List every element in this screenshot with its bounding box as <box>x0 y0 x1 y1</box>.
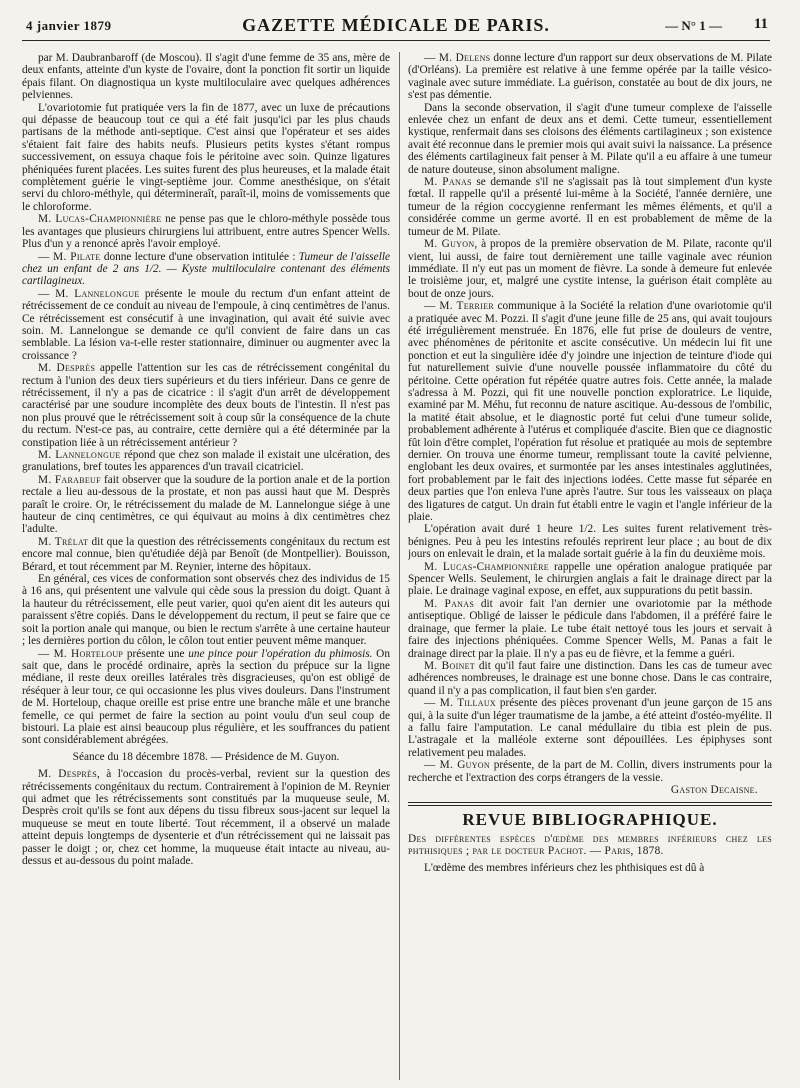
paragraph-text: donne lecture d'une observation intitulée : <box>100 250 299 263</box>
speaker-name: M. Lucas-Championnière <box>424 560 549 573</box>
header-issue: — N° 1 — <box>665 18 722 33</box>
article-paragraph <box>22 251 390 288</box>
left-column <box>22 52 390 1082</box>
article-paragraph <box>408 300 772 523</box>
paragraph-text: L'opération avait duré 1 heure 1/2. Les suites furent relativement très-bénignes. Peu à peu les intestins refoulés reprirent leur place ; au bout de dix jours on enlevait le drain, et la malade sortait guérie à la fin du deuxième mois. <box>408 523 772 561</box>
paragraph-text: présente une <box>123 647 189 660</box>
session-heading: Séance du 18 décembre 1878. — Présidence de M. Guyon. <box>72 750 340 763</box>
article-paragraph <box>22 449 390 474</box>
paragraph-text: ne pense pas que le chloro-méthyle possède tous les avantages que plusieurs chirurgiens lui attribuent, entre autres Spencer Wells. Plus d'un y a renoncé après l'avoir employé. <box>22 213 390 251</box>
paragraph-text: dit avoir fait l'an dernier une ovariotomie par la méthode antiseptique. Obligé de laisser le pédicule dans l'abdomen, il a préféré faire le drainage, que fermer la plaie. Le tube était nettoyé tous les jours et servait à faire des injections phéniquées. Comme Spencer Wells, M. Panas a fait le drainage direct par la plaie. Il n'y a pas eu de fièvre, et la femme a guéri. <box>408 597 772 660</box>
article-paragraph <box>22 102 390 214</box>
article-paragraph <box>408 697 772 759</box>
speaker-name: M. Desprès <box>38 362 96 375</box>
section-rule <box>408 802 772 803</box>
paragraph-text: présente le moule du rectum d'un enfant atteint de rétrécissement de ce conduit au niveau de l'empoule, à cinq centimètres de l'anus. Ce rétrécissement est consécutif à une invagination, qui avait été suivie avec soin. M. Lannelongue se demande ce qu'il convient de faire dans un cas semblable. La lésion va-t-elle rester stationnaire, diminuer ou augmenter avec la croissance ? <box>22 287 390 362</box>
paragraph-text: dit que la question des rétrécissements congénitaux du rectum est encore mal connue, bien qu'étudiée déjà par Benoît (de Montpellier). Bouisson, Bérard, et tout récemment par M. Reynier, interne des hôpitaux. <box>22 535 390 573</box>
paragraph-text: , à l'occasion du procès-verbal, revient sur la question des rétrécissements congénitaux du rectum. Contrairement à l'opinion de M. Reynier qui admet que les rétrécissements sont constitués par la muqueuse seule, M. Desprès croit qu'ils se font aux dépens du tissu fibreux sous-jacent sur lequel la muqueuse se meut en toute liberté. Tout récemment, il a observé un malade atteint depuis longtemps de dysenterie et d'un rétrécissement qui ne laissait pas passer le doigt ; or, chez cet homme, la muqueuse était intacte au niveau, au-dessus et au-dessous du point malade. <box>22 768 390 867</box>
author-signature: Gaston Decaisne. <box>670 783 758 796</box>
speaker-name: — M. Guyon <box>424 759 490 772</box>
paragraph-text: , à propos de la première observation de M. Pilate, raconte qu'il vient, lui aussi, de faire tout dernièrement une taille vaginale avec réunion immédiate. Il n'y eut pas un moment de fièvre. La sonde à demeure fut enlevée le troisième jour, et, malgré une cystite intense, la guérison était complète au bout de onze jours. <box>408 238 772 300</box>
paragraph-text: répond que chez son malade il existait une ulcération, des granulations, bref toutes les apparences d'un travail cicatriciel. <box>22 449 390 474</box>
article-paragraph <box>408 52 772 102</box>
paragraph-text: se demande s'il ne s'agissait pas là tout simplement d'un kyste fœtal. Il rappelle qu'il a présenté lui-même à la Société, l'année dernière, une tumeur de la région coccygienne renfermant les mêmes éléments, et qu'il a considérée comme un germe avorté. Il en est probablement de même de la tumeur de M. Pilate. <box>408 176 772 238</box>
speaker-name: — M. Horteloup <box>38 647 124 660</box>
speaker-name: M. Farabeuf <box>38 473 101 486</box>
column-divider <box>399 52 400 1080</box>
speaker-name: — M. Terrier <box>424 300 494 313</box>
page-header <box>22 10 770 41</box>
article-paragraph <box>408 561 772 598</box>
header-title: GAZETTE MÉDICALE DE PARIS. <box>242 15 550 35</box>
article-paragraph <box>408 598 772 660</box>
header-date: 4 janvier 1879 <box>26 18 112 33</box>
speaker-name: M. Panas <box>424 176 472 189</box>
review-subtitle: Des différentes espèces d'œdème des membres inférieurs chez les phthisiques ; par le docteur Pachot. — Paris, 1878. <box>408 832 772 858</box>
article-paragraph <box>22 52 390 102</box>
review-title: REVUE BIBLIOGRAPHIQUE. <box>462 810 718 830</box>
article-paragraph <box>408 523 772 560</box>
article-paragraph <box>22 768 390 867</box>
paragraph-text: En général, ces vices de conformation sont observés chez des individus de 15 à 16 ans, qui présentent une valvule qui cède sous la pression du doigt. Quant à la hauteur du rétrécissement, elle peut varier, quoi qu'en aient dit les auteurs qui paraissent s'être copiés. Dans le développement du rectum, il peut se faire que ce soit la portion anale qui manque, ou bien le rectum s'arrête à une certaine hauteur ; les dernières portion du côlon, le côlon tout entier peuvent même manquer. <box>22 573 390 648</box>
paragraph-text: communique à la Société la relation d'une ovariotomie qu'il a pratiquée avec M. Pozzi. Il s'agit d'une jeune fille de 25 ans, qui avait toujours été irrégulièrement menstruée. En 1876, elle fut prise de douleurs de ventre, avec phénomènes de péritonite et ascite consécutive. Un médecin lui fit une ponction et eut la singulière idée d'y joindre une injection de teinture d'iode qui fut naturellement suivie d'une nouvelle poussée inflammatoire du côté du péritoine. Cette opération fut répétée quatre autres fois. Cette année, la malade s'adressa à M. Pozzi, qui fit une nouvelle ponction exploratrice. Le liquide, examiné par M. Méhu, fut reconnu de nature ascitique. Au-dessous de l'ombilic, la matité était absolue, et le diagnostic porté fut celui d'une tumeur solide, probablement adhérente à l'utérus et compliquée d'ascite. Bien que ce diagnostic fût loin d'être complet, l'opération fut résolue et pratiquée au mois de septembre dernier. On trouva une énorme tumeur, remplissant toute la cavité pelvienne, englobant les deux ovaires, et surmontée par les anses intestinales agglutinées, fort probablement par le fait des injections iodées. Cette masse fut séparée en deux parties que l'on enleva l'une après l'autre. Sur tous les vaisseaux on plaça des ligatures de catgut. Un drain fut établi entre le vagin et l'angle inférieur de la plaie. <box>408 300 772 524</box>
speaker-name: M. Lucas-Championnière <box>38 213 162 226</box>
italic-title: Tumeur de l'aisselle chez un enfant de 2 ans 1/2. — Kyste multiloculaire contenant des éléments cartilagineux. <box>22 250 390 288</box>
article-paragraph <box>22 288 390 362</box>
speaker-name: M. Lannelongue <box>38 449 121 461</box>
speaker-name: M. Desprès <box>38 768 97 781</box>
paragraph-text: On sait que, dans le procédé ordinaire, après la section du prépuce sur la ligne médiane, il reste deux oreilles latérales très disgracieuses, qu'on est obligé de réséquer à leur tour, ce qui occasionne les plus vives douleurs. Dans l'instrument de M. Horteloup, chaque oreille est prise entre une branche mâle et une branche femelle, ce qui permet de faire la section au point voulu d'un seul coup de bistouri. La plaie est ainsi beaucoup plus régulière, et les souffrances du patient sont considérablement abrégées. <box>22 647 390 747</box>
article-paragraph <box>408 176 772 238</box>
article-paragraph <box>22 536 390 573</box>
speaker-name: — M. Pilate <box>38 250 101 263</box>
header-page-number: 11 <box>753 16 768 32</box>
paragraph-text: Dans la seconde observation, il s'agit d'une tumeur complexe de l'aisselle enlevée chez un enfant de deux ans et demi. Cette tumeur, essentiellement kystique, renfermait dans ses cloisons des éléments cartilagineux ; son existence avait été reconnue dans le premier mois qui avait suivi la naissance. La présence des éléments cartilagineux fait penser à M. Pilate qu'il a eu affaire à une tumeur de nature douteuse, sinon absolument maligne. <box>408 101 772 176</box>
section-rule <box>408 805 772 806</box>
paragraph-text: par M. Daubranbaroff (de Moscou). Il s'agit d'une femme de 35 ans, mère de deux enfants, atteinte d'un kyste de l'ovaire, dont la ponction fit sortir un liquide épais filant. On diagnostiqua un kyste multiloculaire avec quelques adhérences pelviennes. <box>22 52 390 102</box>
speaker-name: M. Panas <box>424 597 475 610</box>
paragraph-text: présente des pièces provenant d'un jeune garçon de 15 ans qui, à la suite d'un léger traumatisme de la jambe, a été atteint d'ostéo-myélite. Il a fallu faire l'amputation. Le canal médullaire du tibia est plein de pus. L'astragale et la malléole externe sont dépouillées. Les épiphyses sont relativement peu malades. <box>408 697 772 759</box>
speaker-name: — M. Delens <box>424 52 491 64</box>
article-paragraph <box>408 759 772 784</box>
paragraph-text: L'ovariotomie fut pratiquée vers la fin de 1877, avec un luxe de précautions qui dépasse de beaucoup tout ce qui a été fait jusqu'ici par les plus chauds partisans de la méthode anti-septique. C'est ainsi que l'opérateur et ses aides s'étaient fait faire des habits neufs. Plusieurs petits kystes s'étant rompus successivement, on essuya chaque fois le péritoine avec soin. Quinze ligatures phéniquées furent placées. Les suites furent des plus heureuses, et la malade était complètement guérie le vingt-septième jour. Comme anesthésique, on s'était servi du chloro-méthyle, qui détermineraît, paraît-il, moins de vomissements que le chloroforme. <box>22 101 390 213</box>
article-paragraph <box>22 474 390 536</box>
speaker-name: — M. Tillaux <box>424 697 496 710</box>
paragraph-text: présente, de la part de M. Collin, divers instruments pour la recherche et l'extraction des corps étrangers de la vessie. <box>408 759 772 784</box>
article-paragraph <box>22 573 390 647</box>
italic-title: une pince pour l'opération du phimosis. <box>188 647 373 660</box>
article-paragraph <box>22 213 390 250</box>
paragraph-text: fait observer que la soudure de la portion anale et de la portion rectale a lieu au-dessous de la prostate, et non pas aussi haut que M. Desprès paraît le croire. Or, le rétrécissement du malade de M. Lannelongue siége à une hauteur de cinq centimètres, ce qui équivaut au moins à dix centimètres chez l'adulte. <box>22 473 390 536</box>
paragraph-text: appelle l'attention sur les cas de rétrécissement congénital du rectum à l'union des deux tiers supérieurs et du tiers inférieur. Dans ce genre de rétrécissement, il n'y a pas de cicatrice : il s'agit d'un arrêt de développement caractérisé par une soudure incomplète des deux bouts de l'intestin. Il n'est pas non plus prouvé que le rétrécissement soit à coup sûr la conséquence de la chute du rectum. N'est-ce pas, au contraire, cette dernière qui a été déterminée par la constipation liée à un rétrécissement antérieur ? <box>22 362 390 449</box>
speaker-name: M. Guyon <box>424 238 475 251</box>
paragraph-text: rappelle une opération analogue pratiquée par Spencer Wells. Seulement, le chirurgien anglais a fait le drainage direct par la plaie. Le drainage vaginal expose, en effet, aux suppurations du petit bassin. <box>408 560 772 598</box>
speaker-name: M. Trélat <box>38 535 89 548</box>
paragraph-text: donne lecture d'un rapport sur deux observations de M. Pilate (d'Orléans). La première est relative à une femme opérée par la taille vésico-vaginale avec suture immédiate. La guérison, constatée au bout de dix jours, ne s'est pas démentie. <box>408 52 772 102</box>
article-paragraph <box>408 660 772 697</box>
right-column <box>408 52 772 1082</box>
paragraph-text: dit qu'il faut faire une distinction. Dans les cas de tumeur avec adhérences nombreuses, le drainage est une bonne chose. Dans le cas contraire, quand il n'y a pas complication, il faut bien s'en garder. <box>408 659 772 697</box>
review-first-line: L'œdème des membres inférieurs chez les phthisiques est dû à <box>424 861 705 874</box>
speaker-name: M. Boinet <box>424 659 475 672</box>
article-paragraph <box>408 238 772 300</box>
article-paragraph <box>408 102 772 176</box>
speaker-name: — M. Lannelongue <box>38 287 140 300</box>
article-paragraph <box>22 362 390 449</box>
article-paragraph <box>22 648 390 747</box>
